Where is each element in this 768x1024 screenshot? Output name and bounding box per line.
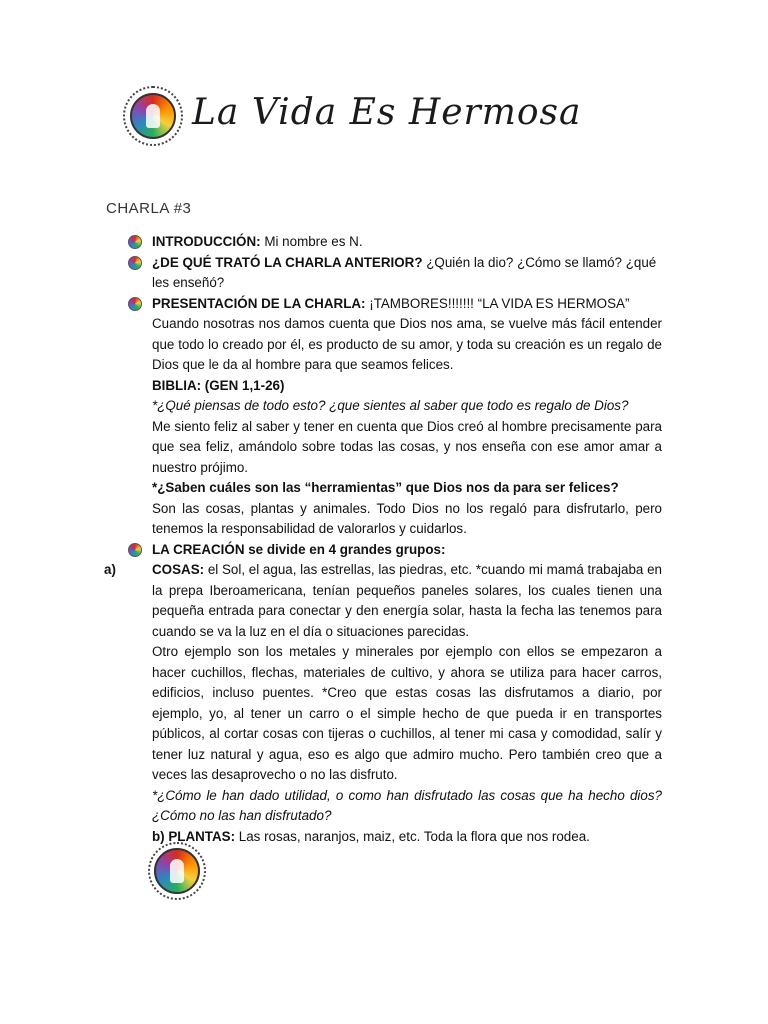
- charla-label: CHARLA #3: [106, 200, 192, 217]
- question-1: *¿Qué piensas de todo esto? ¿que sientes al saber que todo es regalo de Dios?: [152, 398, 629, 413]
- presentacion-label: PRESENTACIÓN DE LA CHARLA:: [152, 295, 366, 311]
- plantas-text: Las rosas, naranjos, maiz, etc. Toda la flora que nos rodea.: [235, 828, 590, 844]
- paragraph-4: Otro ejemplo son los metales y minerales por ejemplo con ellos se empezaron a hacer cuchillos, flechas, materiales de cultivo, y ahora se utiliza para hacer carros, edificios, incluso puentes. *Creo que estas cosas las disfrutamos a diario, por ejemplo, yo, al tener un carro o el simple hecho de que pueda ir en transportes públicos, al cortar cosas con tijeras o cuchillos, al tener mi casa y comodidad, salír y tener luz natural y agua, eso es algo que admiro mucho. Pero también creo que a veces las desaprovecho o no las disfruto.: [152, 644, 662, 782]
- paragraph-1: Cuando nosotras nos damos cuenta que Dios nos ama, se vuelve más fácil entender que todo lo creado por él, es producto de su amor, y toda su creación es un regalo de Dios que le da al hombre para que seamos felices.: [152, 316, 662, 372]
- intro-label: INTRODUCCIÓN:: [152, 234, 261, 249]
- rainbow-bullet-icon: [128, 543, 142, 557]
- list-item-creacion: [152, 540, 662, 561]
- question-3: *¿Cómo le han dado utilidad, o como han disfrutado las cosas que ha hecho dios? ¿Cómo no las han disfrutado?: [152, 787, 662, 823]
- rainbow-emblem-icon: [154, 848, 200, 894]
- creacion-heading: LA CREACIÓN se divide en 4 grandes grupos:: [152, 541, 446, 557]
- biblia-reference: BIBLIA: (GEN 1,1-26): [152, 377, 285, 393]
- document-body: [104, 232, 662, 847]
- list-item-cosas: [104, 560, 662, 642]
- cosas-label: COSAS:: [152, 562, 205, 577]
- plantas-label: b) PLANTAS:: [152, 828, 236, 844]
- anterior-label: ¿DE QUÉ TRATÓ LA CHARLA ANTERIOR?: [152, 254, 423, 270]
- question-2: *¿Saben cuáles son las “herramientas” que Dios nos da para ser felices?: [152, 480, 619, 495]
- intro-text: Mi nombre es N.: [260, 234, 363, 249]
- list-item-plantas: [152, 827, 662, 848]
- list-item-anterior: [152, 253, 662, 294]
- list-marker-a: a): [104, 562, 116, 577]
- rainbow-bullet-icon: [128, 297, 142, 311]
- rainbow-bullet-icon: [128, 235, 142, 249]
- list-item-introduccion: [152, 232, 662, 253]
- rainbow-emblem-icon: [130, 93, 176, 139]
- rainbow-bullet-icon: [128, 256, 142, 270]
- list-item-presentacion: [152, 294, 662, 315]
- paragraph-3: Son las cosas, plantas y animales. Todo Dios no los regaló para disfrutarlo, pero tenemos la responsabilidad de valorarlos y cuidarlos.: [152, 500, 662, 536]
- paragraph-2: Me siento feliz al saber y tener en cuenta que Dios creó al hombre precisamente para que sea feliz, amándolo sobre todas las cosas, y nos enseña con ese amor amar a nuestro prójimo.: [152, 418, 662, 475]
- anterior-text: ¿Quién la dio? ¿Cómo se llamó? ¿qué les enseñó?: [152, 254, 657, 290]
- presentacion-text: ¡TAMBORES!!!!!!! “LA VIDA ES HERMOSA”: [365, 295, 630, 311]
- page-title: La Vida Es Hermosa: [192, 92, 582, 133]
- cosas-text: el Sol, el agua, las estrellas, las piedras, etc. *cuando mi mamá trabajaba en la prepa Iberoamericana, tenían pequeños paneles solares, los cuales tienen una pequeña entrada para conectar y den energía solar, hasta la fecha las tenemos para cuando se va la luz en el día o situaciones parecidas.: [152, 562, 662, 639]
